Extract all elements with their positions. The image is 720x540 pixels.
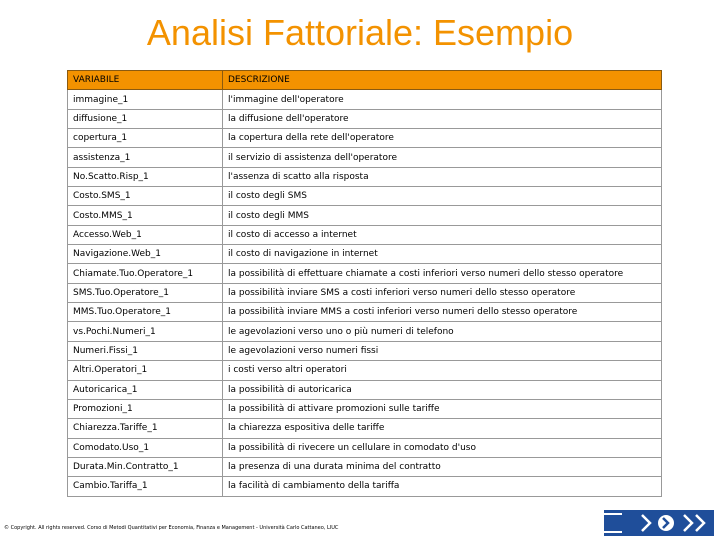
cell-variable: Promozioni_1 <box>68 399 223 418</box>
cell-variable: Comodato.Uso_1 <box>68 438 223 457</box>
cell-variable: Autoricarica_1 <box>68 380 223 399</box>
slide-nav-next-icon[interactable] <box>658 515 674 531</box>
table-row <box>68 341 662 360</box>
header-descrizione: DESCRIZIONE <box>223 71 662 90</box>
cell-variable: SMS.Tuo.Operatore_1 <box>68 283 223 302</box>
table-row <box>68 264 662 283</box>
cell-description: l'immagine dell'operatore <box>223 90 662 109</box>
table-row <box>68 225 662 244</box>
cell-variable: assistenza_1 <box>68 148 223 167</box>
cell-description: il costo degli MMS <box>223 206 662 225</box>
cell-variable: immagine_1 <box>68 90 223 109</box>
table-row <box>68 167 662 186</box>
cell-description: la possibilità inviare MMS a costi inferiori verso numeri dello stesso operatore <box>223 303 662 322</box>
cell-variable: Durata.Min.Contratto_1 <box>68 457 223 476</box>
cell-description: le agevolazioni verso numeri fissi <box>223 341 662 360</box>
cell-description: il costo di navigazione in internet <box>223 245 662 264</box>
cell-variable: MMS.Tuo.Operatore_1 <box>68 303 223 322</box>
cell-description: il servizio di assistenza dell'operatore <box>223 148 662 167</box>
cell-description: i costi verso altri operatori <box>223 361 662 380</box>
cell-description: il costo degli SMS <box>223 187 662 206</box>
slide-navigation <box>604 510 714 536</box>
table-row <box>68 322 662 341</box>
cell-variable: Numeri.Fissi_1 <box>68 341 223 360</box>
cell-description: la possibilità di rivecere un cellulare in comodato d'uso <box>223 438 662 457</box>
cell-description: la possibilità di autoricarica <box>223 380 662 399</box>
table-row <box>68 380 662 399</box>
cell-variable: Navigazione.Web_1 <box>68 245 223 264</box>
slide-nav-first-icon[interactable] <box>634 510 660 536</box>
cell-description: la chiarezza espositiva delle tariffe <box>223 419 662 438</box>
table-row <box>68 477 662 496</box>
slide-title: Analisi Fattoriale: Esempio <box>146 12 574 53</box>
table-row <box>68 206 662 225</box>
table-row <box>68 399 662 418</box>
variables-table <box>67 70 662 497</box>
cell-description: la presenza di una durata minima del contratto <box>223 457 662 476</box>
cell-description: la possibilità inviare SMS a costi inferiori verso numeri dello stesso operatore <box>223 283 662 302</box>
table-row <box>68 283 662 302</box>
table-row <box>68 361 662 380</box>
table-row <box>68 129 662 148</box>
copyright-footer: © Copyright. All rights reserved. Corso di Metodi Quantitativi per Economia, Finanza e Management - Università Carlo Cattaneo, LIUC <box>4 525 339 531</box>
table-row <box>68 419 662 438</box>
cell-description: la possibilità di attivare promozioni sulle tariffe <box>223 399 662 418</box>
cell-variable: vs.Pochi.Numeri_1 <box>68 322 223 341</box>
table-row <box>68 245 662 264</box>
cell-variable: Chiamate.Tuo.Operatore_1 <box>68 264 223 283</box>
cell-variable: No.Scatto.Risp_1 <box>68 167 223 186</box>
cell-description: la copertura della rete dell'operatore <box>223 129 662 148</box>
table-header-row <box>68 71 662 90</box>
cell-variable: Cambio.Tariffa_1 <box>68 477 223 496</box>
cell-description: la possibilità di effettuare chiamate a costi inferiori verso numeri dello stesso operatore <box>223 264 662 283</box>
cell-variable: Chiarezza.Tariffe_1 <box>68 419 223 438</box>
cell-description: l'assenza di scatto alla risposta <box>223 167 662 186</box>
table-row <box>68 457 662 476</box>
cell-variable: Costo.SMS_1 <box>68 187 223 206</box>
table-row <box>68 90 662 109</box>
cell-description: le agevolazioni verso uno o più numeri di telefono <box>223 322 662 341</box>
table-row <box>68 148 662 167</box>
cell-description: la diffusione dell'operatore <box>223 109 662 128</box>
cell-variable: Accesso.Web_1 <box>68 225 223 244</box>
cell-variable: Altri.Operatori_1 <box>68 361 223 380</box>
table-row <box>68 303 662 322</box>
cell-variable: diffusione_1 <box>68 109 223 128</box>
cell-variable: copertura_1 <box>68 129 223 148</box>
table-row <box>68 187 662 206</box>
table-row <box>68 438 662 457</box>
cell-description: il costo di accesso a internet <box>223 225 662 244</box>
cell-variable: Costo.MMS_1 <box>68 206 223 225</box>
cell-description: la facilità di cambiamento della tariffa <box>223 477 662 496</box>
header-variabile: VARIABILE <box>68 71 223 90</box>
table-row <box>68 109 662 128</box>
